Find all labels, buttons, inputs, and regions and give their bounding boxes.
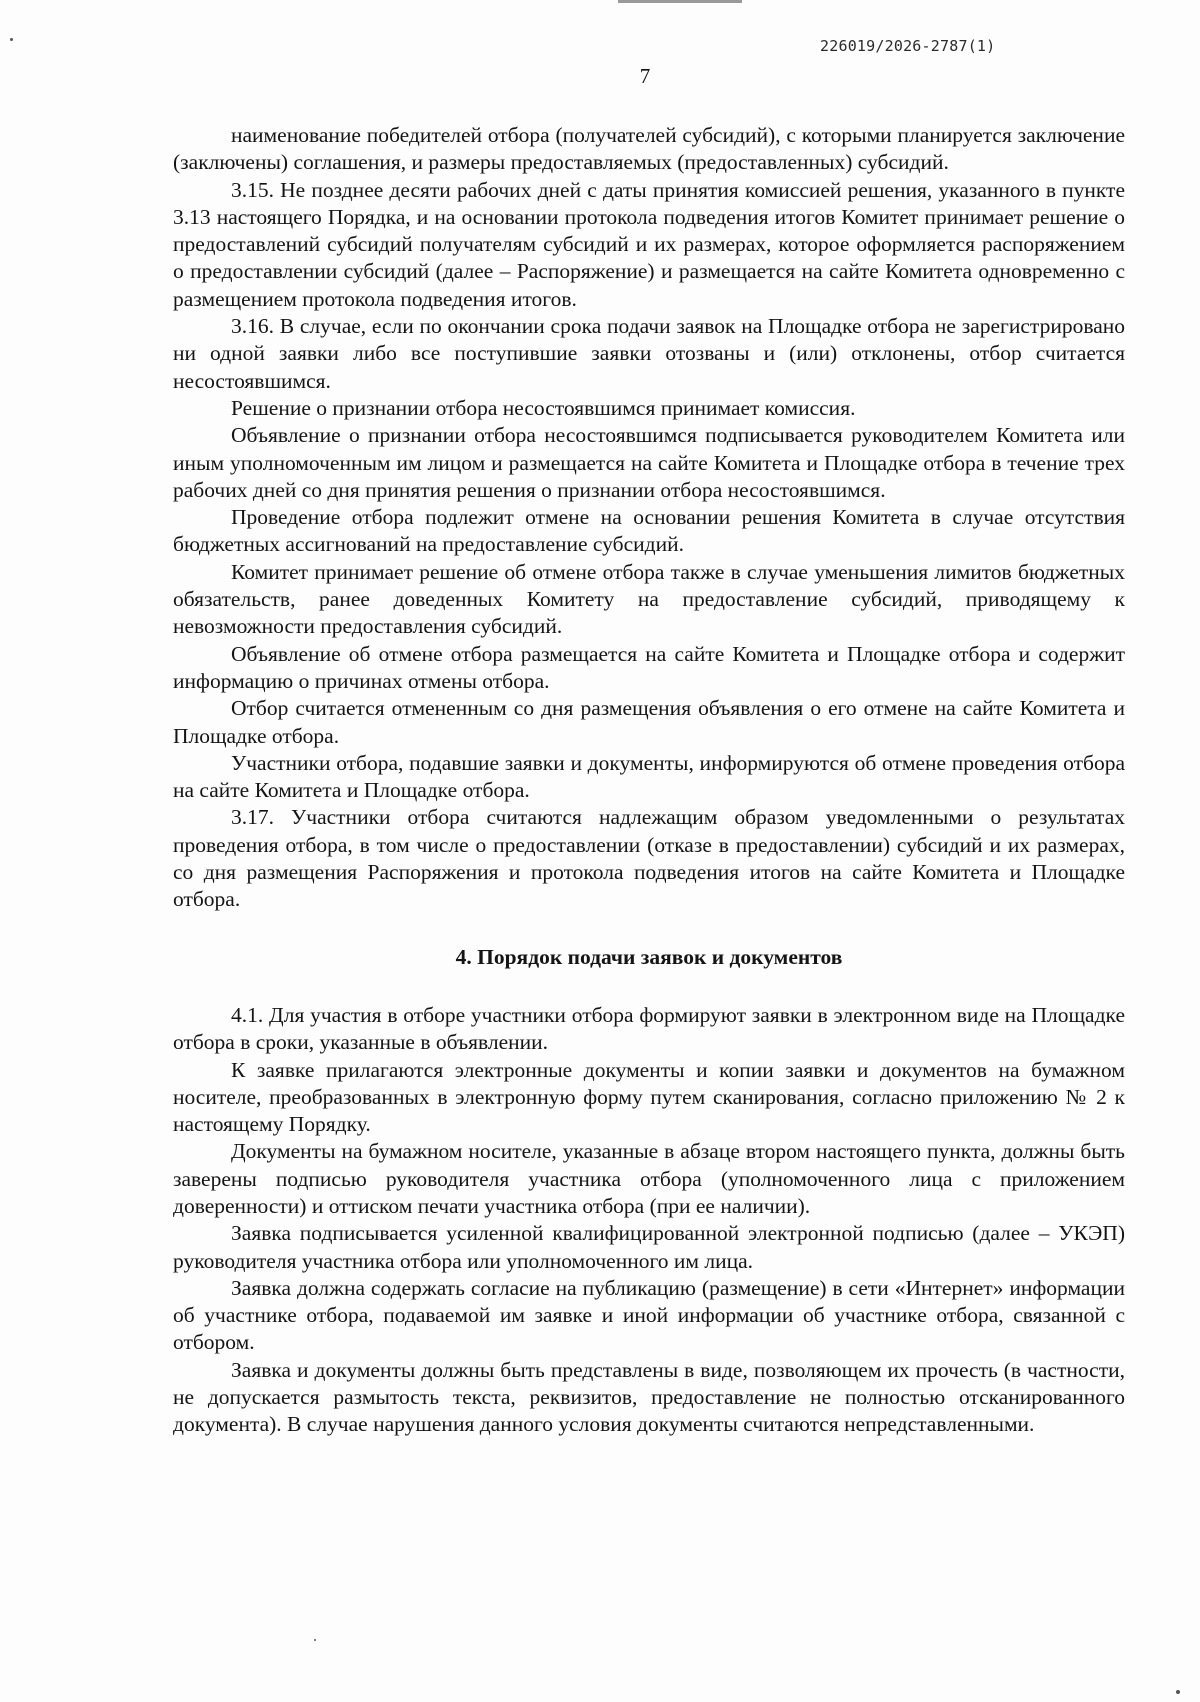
paragraph: Отбор считается отмененным со дня размещения объявления о его отмене на сайте Комитета и Площадке отбора.	[173, 696, 1125, 748]
paragraph: наименование победителей отбора (получателей субсидий), с которыми планируется заключение (заключены) соглашения, и размеры предоставляемых (предоставленных) субсидий.	[173, 123, 1125, 175]
paragraph: Заявка должна содержать согласие на публикацию (размещение) в сети «Интернет» информации об участнике отбора, подаваемой им заявке и иной информации об участнике отбора, связанной с отбором.	[173, 1275, 1125, 1355]
paragraph: Решение о признании отбора несостоявшимся принимает комиссия.	[231, 395, 856, 420]
paragraph-3-15: 3.15. Не позднее десяти рабочих дней с даты принятия комиссией решения, указанного в пункте 3.13 настоящего Порядка, и на основании протокола подведения итогов Комитет принимает решение о предоставлений субсидий получателям субсидий и их размерах, которое оформляется распоряжением о предоставлении субсидий (далее – Распоряжение) и размещается на сайте Комитета одновременно с размещением протокола подведения итогов.	[173, 177, 1125, 311]
paragraph: Объявление об отмене отбора размещается на сайте Комитета и Площадке отбора и содержит информацию о причинах отмены отбора.	[173, 641, 1125, 693]
scan-speck	[1176, 1690, 1180, 1694]
scan-speck	[10, 38, 13, 41]
page-number: 7	[639, 64, 651, 88]
paragraph: Заявка и документы должны быть представлены в виде, позволяющем их прочесть (в частности, не допускается размытость текста, реквизитов, предоставление не полностью отсканированного документа). В случае нарушения данного условия документы считаются непредставленными.	[173, 1357, 1125, 1437]
paragraph: Проведение отбора подлежит отмене на основании решения Комитета в случае отсутствия бюджетных ассигнований на предоставление субсидий.	[173, 505, 1125, 557]
document-body	[173, 122, 1125, 1439]
paragraph-3-16: 3.16. В случае, если по окончании срока подачи заявок на Площадке отбора не зарегистрировано ни одной заявки либо все поступившие заявки отозваны и (или) отклонены, отбор считается несостоявшимся.	[173, 314, 1125, 393]
paragraph: Объявление о признании отбора несостоявшимся подписывается руководителем Комитета или иным уполномоченным им лицом и размещается на сайте Комитета и Площадке отбора в течение трех рабочих дней со дня принятия решения о признании отбора несостоявшимся.	[173, 423, 1125, 502]
paragraph: Комитет принимает решение об отмене отбора также в случае уменьшения лимитов бюджетных обязательств, ранее доведенных Комитету на предоставление субсидий, приводящему к невозможности предоставления субсидий.	[173, 559, 1125, 639]
paragraph: К заявке прилагаются электронные документы и копии заявки и документов на бумажном носителе, преобразованных в электронную форму путем сканирования, согласно приложению № 2 к настоящему Порядку.	[173, 1057, 1125, 1137]
document-number: 226019/2026-2787(1)	[820, 37, 996, 55]
paragraph: Документы на бумажном носителе, указанные в абзаце втором настоящего пункта, должны быть заверены подписью руководителя участника отбора (уполномоченного лица с приложением доверенности) и оттиском печати участника отбора (при ее наличии).	[173, 1139, 1125, 1218]
paragraph: Участники отбора, подавшие заявки и документы, информируются об отмене проведения отбора на сайте Комитета и Площадке отбора.	[173, 750, 1125, 803]
scan-top-mark	[618, 0, 742, 3]
paragraph: Заявка подписывается усиленной квалифицированной электронной подписью (далее – УКЭП) руководителя участника отбора или уполномоченного им лица.	[173, 1221, 1125, 1273]
section-heading: 4. Порядок подачи заявок и документов	[455, 944, 843, 969]
paragraph-4-1: 4.1. Для участия в отборе участники отбора формируют заявки в электронном виде на Площадке отбора в сроки, указанные в объявлении.	[173, 1002, 1125, 1055]
paragraph-3-17: 3.17. Участники отбора считаются надлежащим образом уведомленными о результатах проведения отбора, в том числе о предоставлении (отказе в предоставлении) субсидий и их размерах, со дня размещения Распоряжения и протокола подведения итогов на сайте Комитета и Площадке отбора.	[173, 805, 1125, 912]
scan-speck	[314, 1639, 316, 1641]
